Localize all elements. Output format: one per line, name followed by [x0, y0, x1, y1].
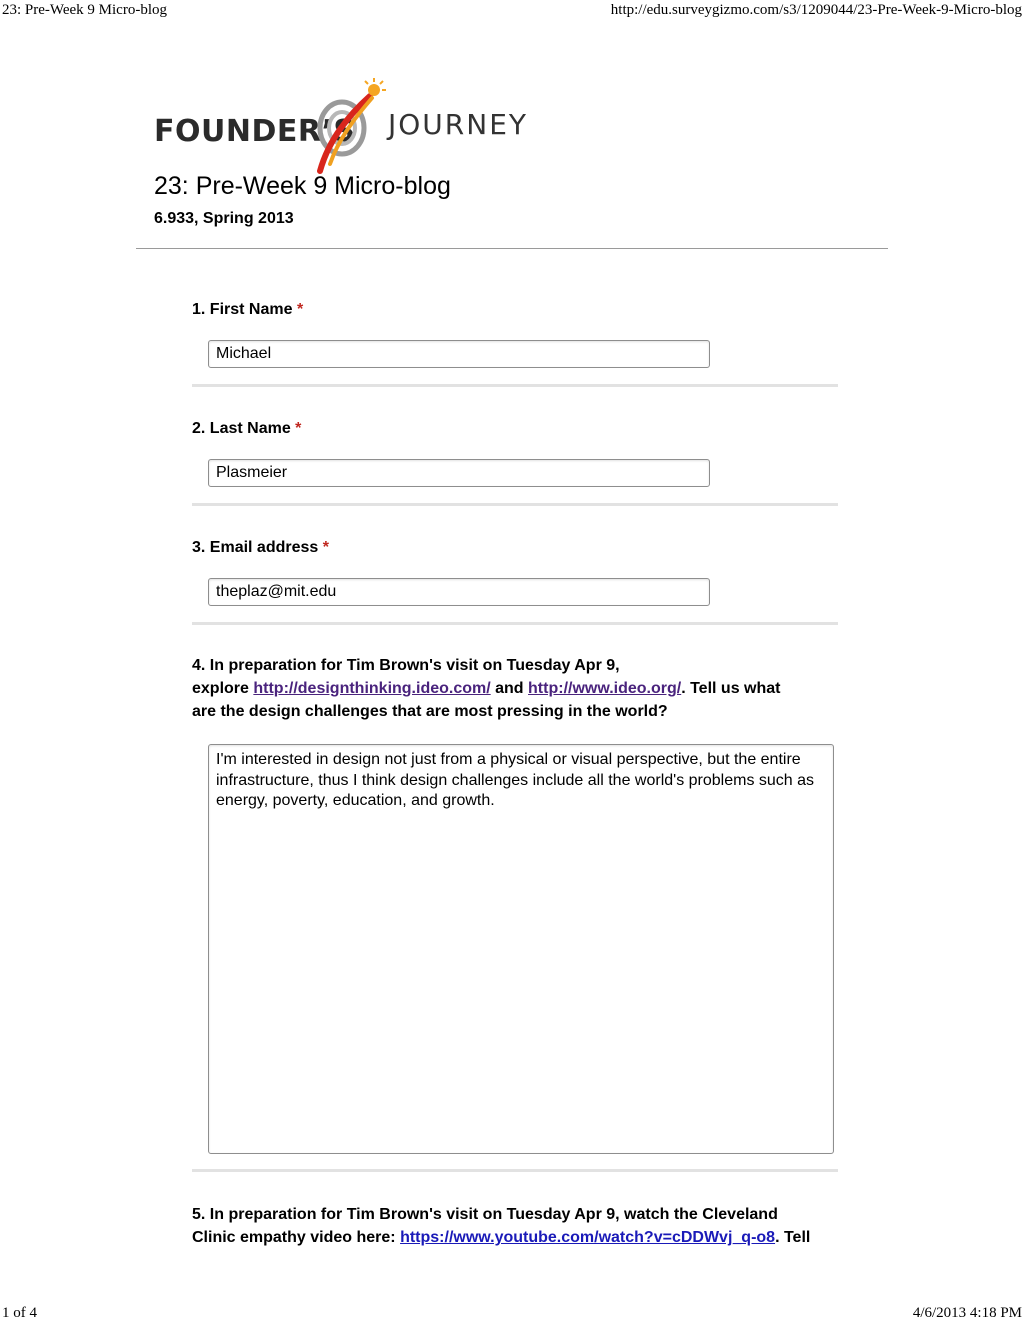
- question-4-text-and: and: [490, 680, 529, 697]
- designthinking-link[interactable]: http://designthinking.ideo.com/: [253, 680, 491, 697]
- question-4-text-tell: . Tell us what: [681, 680, 781, 697]
- question-3-text: 3. Email address: [192, 539, 319, 556]
- ideo-org-link[interactable]: http://www.ideo.org/: [528, 680, 682, 697]
- email-input[interactable]: theplaz@mit.edu: [208, 578, 710, 606]
- print-header-title: 23: Pre-Week 9 Micro-blog: [2, 2, 167, 18]
- logo-right-word: JOURNEY: [388, 108, 528, 141]
- last-name-input[interactable]: Plasmeier: [208, 459, 710, 487]
- question-1-text: 1. First Name: [192, 301, 293, 318]
- question-2-text: 2. Last Name: [192, 420, 291, 437]
- required-marker: *: [296, 301, 304, 318]
- print-header-url: http://edu.surveygizmo.com/s3/1209044/23-Pre-Week-9-Micro-blog: [610, 2, 1022, 18]
- survey-subtitle: 6.933, Spring 2013: [154, 210, 294, 227]
- question-4-line-1: 4. In preparation for Tim Brown's visit on Tuesday Apr 9,: [192, 657, 620, 674]
- page-number: 1 of 4: [2, 1305, 37, 1321]
- first-name-input[interactable]: Michael: [208, 340, 710, 368]
- question-divider: [192, 384, 838, 387]
- survey-title: 23: Pre-Week 9 Micro-blog: [154, 172, 451, 200]
- question-4-line-2: [192, 677, 780, 700]
- question-4-line-3: are the design challenges that are most pressing in the world?: [192, 703, 668, 720]
- question-5-text-tell: . Tell: [775, 1229, 811, 1246]
- design-challenges-textarea[interactable]: I'm interested in design not just from a physical or visual perspective, but the entire infrastructure, thus I think design challenges include all the world's problems such as energy, poverty, education, and growth.: [208, 744, 834, 1154]
- question-4-text-explore: explore: [192, 680, 254, 697]
- question-5-text-clinic: Clinic empathy video here:: [192, 1229, 401, 1246]
- question-5-line-2: [192, 1226, 810, 1249]
- question-5-line-1: 5. In preparation for Tim Brown's visit on Tuesday Apr 9, watch the Cleveland: [192, 1206, 778, 1223]
- question-divider: [192, 1169, 838, 1172]
- question-2-label: [192, 417, 301, 440]
- logo-left-word: FOUNDER’S: [154, 114, 356, 149]
- question-4-label: [192, 654, 780, 723]
- question-divider: [192, 622, 838, 625]
- question-5-label: [192, 1203, 810, 1249]
- question-divider: [192, 503, 838, 506]
- header-divider: [136, 248, 888, 249]
- youtube-link[interactable]: https://www.youtube.com/watch?v=cDDWvj_q-o8: [400, 1229, 776, 1246]
- logo-swirl-icon: [302, 76, 392, 176]
- print-timestamp: 4/6/2013 4:18 PM: [912, 1305, 1022, 1321]
- question-1-label: [192, 298, 303, 321]
- required-marker: *: [322, 539, 329, 556]
- founders-journey-logo: [152, 76, 528, 176]
- required-marker: *: [295, 420, 302, 437]
- question-3-label: [192, 536, 329, 559]
